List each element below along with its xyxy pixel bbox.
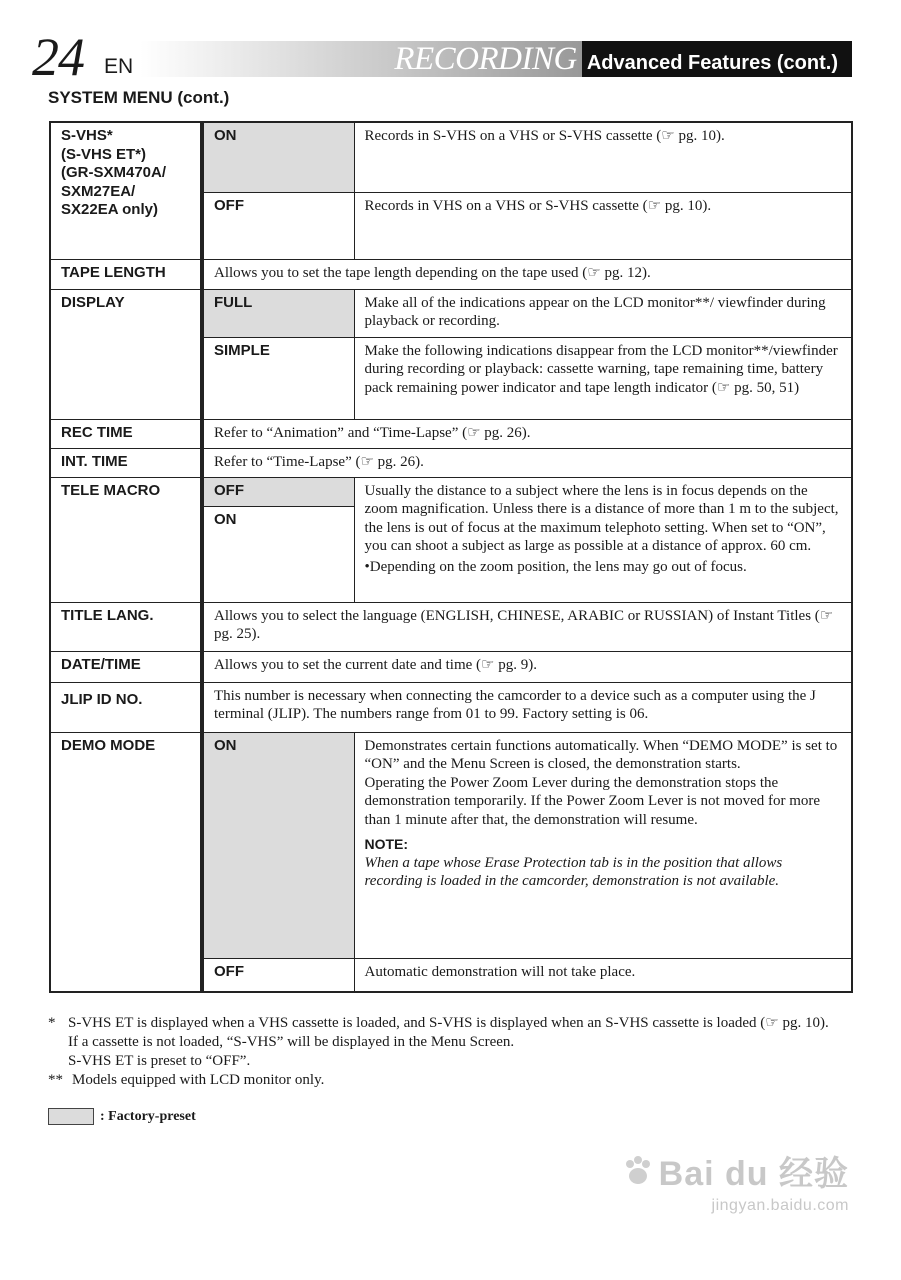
note-heading: NOTE: xyxy=(364,836,409,852)
menu-item-label: TELE MACRO xyxy=(50,477,202,602)
footnote-mark: ** xyxy=(48,1072,63,1088)
tele-macro-text: Usually the distance to a subject where the lens is in focus depends on the zoom magnification. Unless there is a distance of more than 1 m to the subject, the lens is out of focus at the maximum telephoto setting. When set to “ON”, you can shoot a subject as large as possible at a distance of approx. 60 cm. xyxy=(364,482,839,554)
table-row-svhs xyxy=(50,122,852,192)
option-label: FULL xyxy=(202,289,354,337)
option-label: ON xyxy=(202,732,354,958)
watermark-text: Bai du 经验 xyxy=(658,1155,849,1193)
header-banner xyxy=(140,41,852,77)
menu-item-label: DEMO MODE xyxy=(50,732,202,992)
option-label: OFF xyxy=(202,958,354,992)
option-label: OFF xyxy=(202,192,354,259)
table-row-title-lang xyxy=(50,602,852,651)
menu-item-description: Refer to “Time-Lapse” (☞ pg. 26). xyxy=(202,448,852,477)
chapter-title xyxy=(394,41,838,77)
chapter-title-sub: Advanced Features (cont.) xyxy=(586,52,838,74)
table-row-display xyxy=(50,289,852,337)
option-label: SIMPLE xyxy=(202,337,354,419)
menu-item-description: Allows you to set the tape length depending on the tape used (☞ pg. 12). xyxy=(202,259,852,289)
option-description: Records in S-VHS on a VHS or S-VHS cassette (☞ pg. 10). xyxy=(354,122,852,192)
footnote-text-2: S-VHS ET is preset to “OFF”. xyxy=(68,1053,251,1069)
menu-item-label: INT. TIME xyxy=(50,448,202,477)
table-row-jlip xyxy=(50,682,852,732)
table-row-rec-time xyxy=(50,419,852,448)
option-description xyxy=(354,477,852,602)
legend-swatch xyxy=(48,1108,94,1125)
section-title: SYSTEM MENU (cont.) xyxy=(48,88,230,107)
menu-item-label: TITLE LANG. xyxy=(50,602,202,651)
page-number: 24 xyxy=(32,27,84,87)
legend-label: : Factory-preset xyxy=(100,1108,196,1124)
option-description: Make the following indications disappear from the LCD monitor**/viewfinder during recording or playback: cassette warning, tape remaining time, battery pack remaining power indicator and tape length indicator (☞ pg. 50, 51) xyxy=(354,337,852,419)
option-label: ON xyxy=(202,506,354,602)
menu-item-label: TAPE LENGTH xyxy=(50,259,202,289)
table-row-int-time xyxy=(50,448,852,477)
table-row-tele-macro xyxy=(50,477,852,506)
option-description xyxy=(354,732,852,958)
option-description: Records in VHS on a VHS or S-VHS cassette (☞ pg. 10). xyxy=(354,192,852,259)
menu-item-description: Refer to “Animation” and “Time-Lapse” (☞ pg. 26). xyxy=(202,419,852,448)
watermark-brand xyxy=(621,1146,849,1195)
footnotes xyxy=(48,1014,838,1090)
option-label: ON xyxy=(202,122,354,192)
watermark xyxy=(621,1146,849,1215)
chapter-title-main: RECORDING xyxy=(394,41,577,77)
footnote-1 xyxy=(48,1014,838,1071)
demo-text-1: Demonstrates certain functions automatically. When “DEMO MODE” is set to “ON” and the Menu Screen is closed, the demonstration starts. xyxy=(364,737,838,772)
table-row-demo-mode xyxy=(50,732,852,958)
menu-item-label: DISPLAY xyxy=(50,289,202,419)
option-description: Automatic demonstration will not take place. xyxy=(354,958,852,992)
system-menu-table xyxy=(49,121,853,993)
menu-item-label: DATE/TIME xyxy=(50,651,202,682)
menu-item-label: JLIP ID NO. xyxy=(50,682,202,732)
footnote-mark: * xyxy=(48,1015,56,1031)
footnote-text: Models equipped with LCD monitor only. xyxy=(72,1072,325,1088)
table-row-date-time xyxy=(50,651,852,682)
paw-icon xyxy=(621,1154,655,1188)
tele-macro-bullet: •Depending on the zoom position, the lens may go out of focus. xyxy=(364,558,747,575)
menu-item-label: REC TIME xyxy=(50,419,202,448)
menu-item-label: S-VHS* (S-VHS ET*) (GR-SXM470A/ SXM27EA/ SX22EA only) xyxy=(50,122,202,259)
menu-item-description: Allows you to set the current date and time (☞ pg. 9). xyxy=(202,651,852,682)
demo-text-2: Operating the Power Zoom Lever during the demonstration stops the demonstration temporarily. If the Power Zoom Lever is not moved for more than 1 minute after that, the demonstration will resume. xyxy=(364,774,821,828)
table-row-tape-length xyxy=(50,259,852,289)
note-body: When a tape whose Erase Protection tab is in the position that allows recording is loaded in the camcorder, demonstration is not available. xyxy=(364,854,783,889)
page-language: EN xyxy=(104,55,134,78)
footnote-2 xyxy=(48,1071,838,1090)
option-label: OFF xyxy=(202,477,354,506)
watermark-url: jingyan.baidu.com xyxy=(711,1197,849,1214)
option-description: Make all of the indications appear on the LCD monitor**/ viewfinder during playback or recording. xyxy=(354,289,852,337)
factory-preset-legend xyxy=(48,1108,196,1125)
footnote-text: S-VHS ET is displayed when a VHS cassette is loaded, and S-VHS is displayed when an S-VHS cassette is loaded (☞ pg. 10). If a cassette is not loaded, “S-VHS” will be displayed in the Menu Screen. xyxy=(68,1015,829,1050)
footnote-1-body xyxy=(68,1014,838,1071)
menu-item-description: This number is necessary when connecting the camcorder to a device such as a computer using the J terminal (JLIP). The numbers range from 01 to 99. Factory setting is 06. xyxy=(202,682,852,732)
menu-item-description: Allows you to select the language (ENGLISH, CHINESE, ARABIC or RUSSIAN) of Instant Titles (☞ pg. 25). xyxy=(202,602,852,651)
